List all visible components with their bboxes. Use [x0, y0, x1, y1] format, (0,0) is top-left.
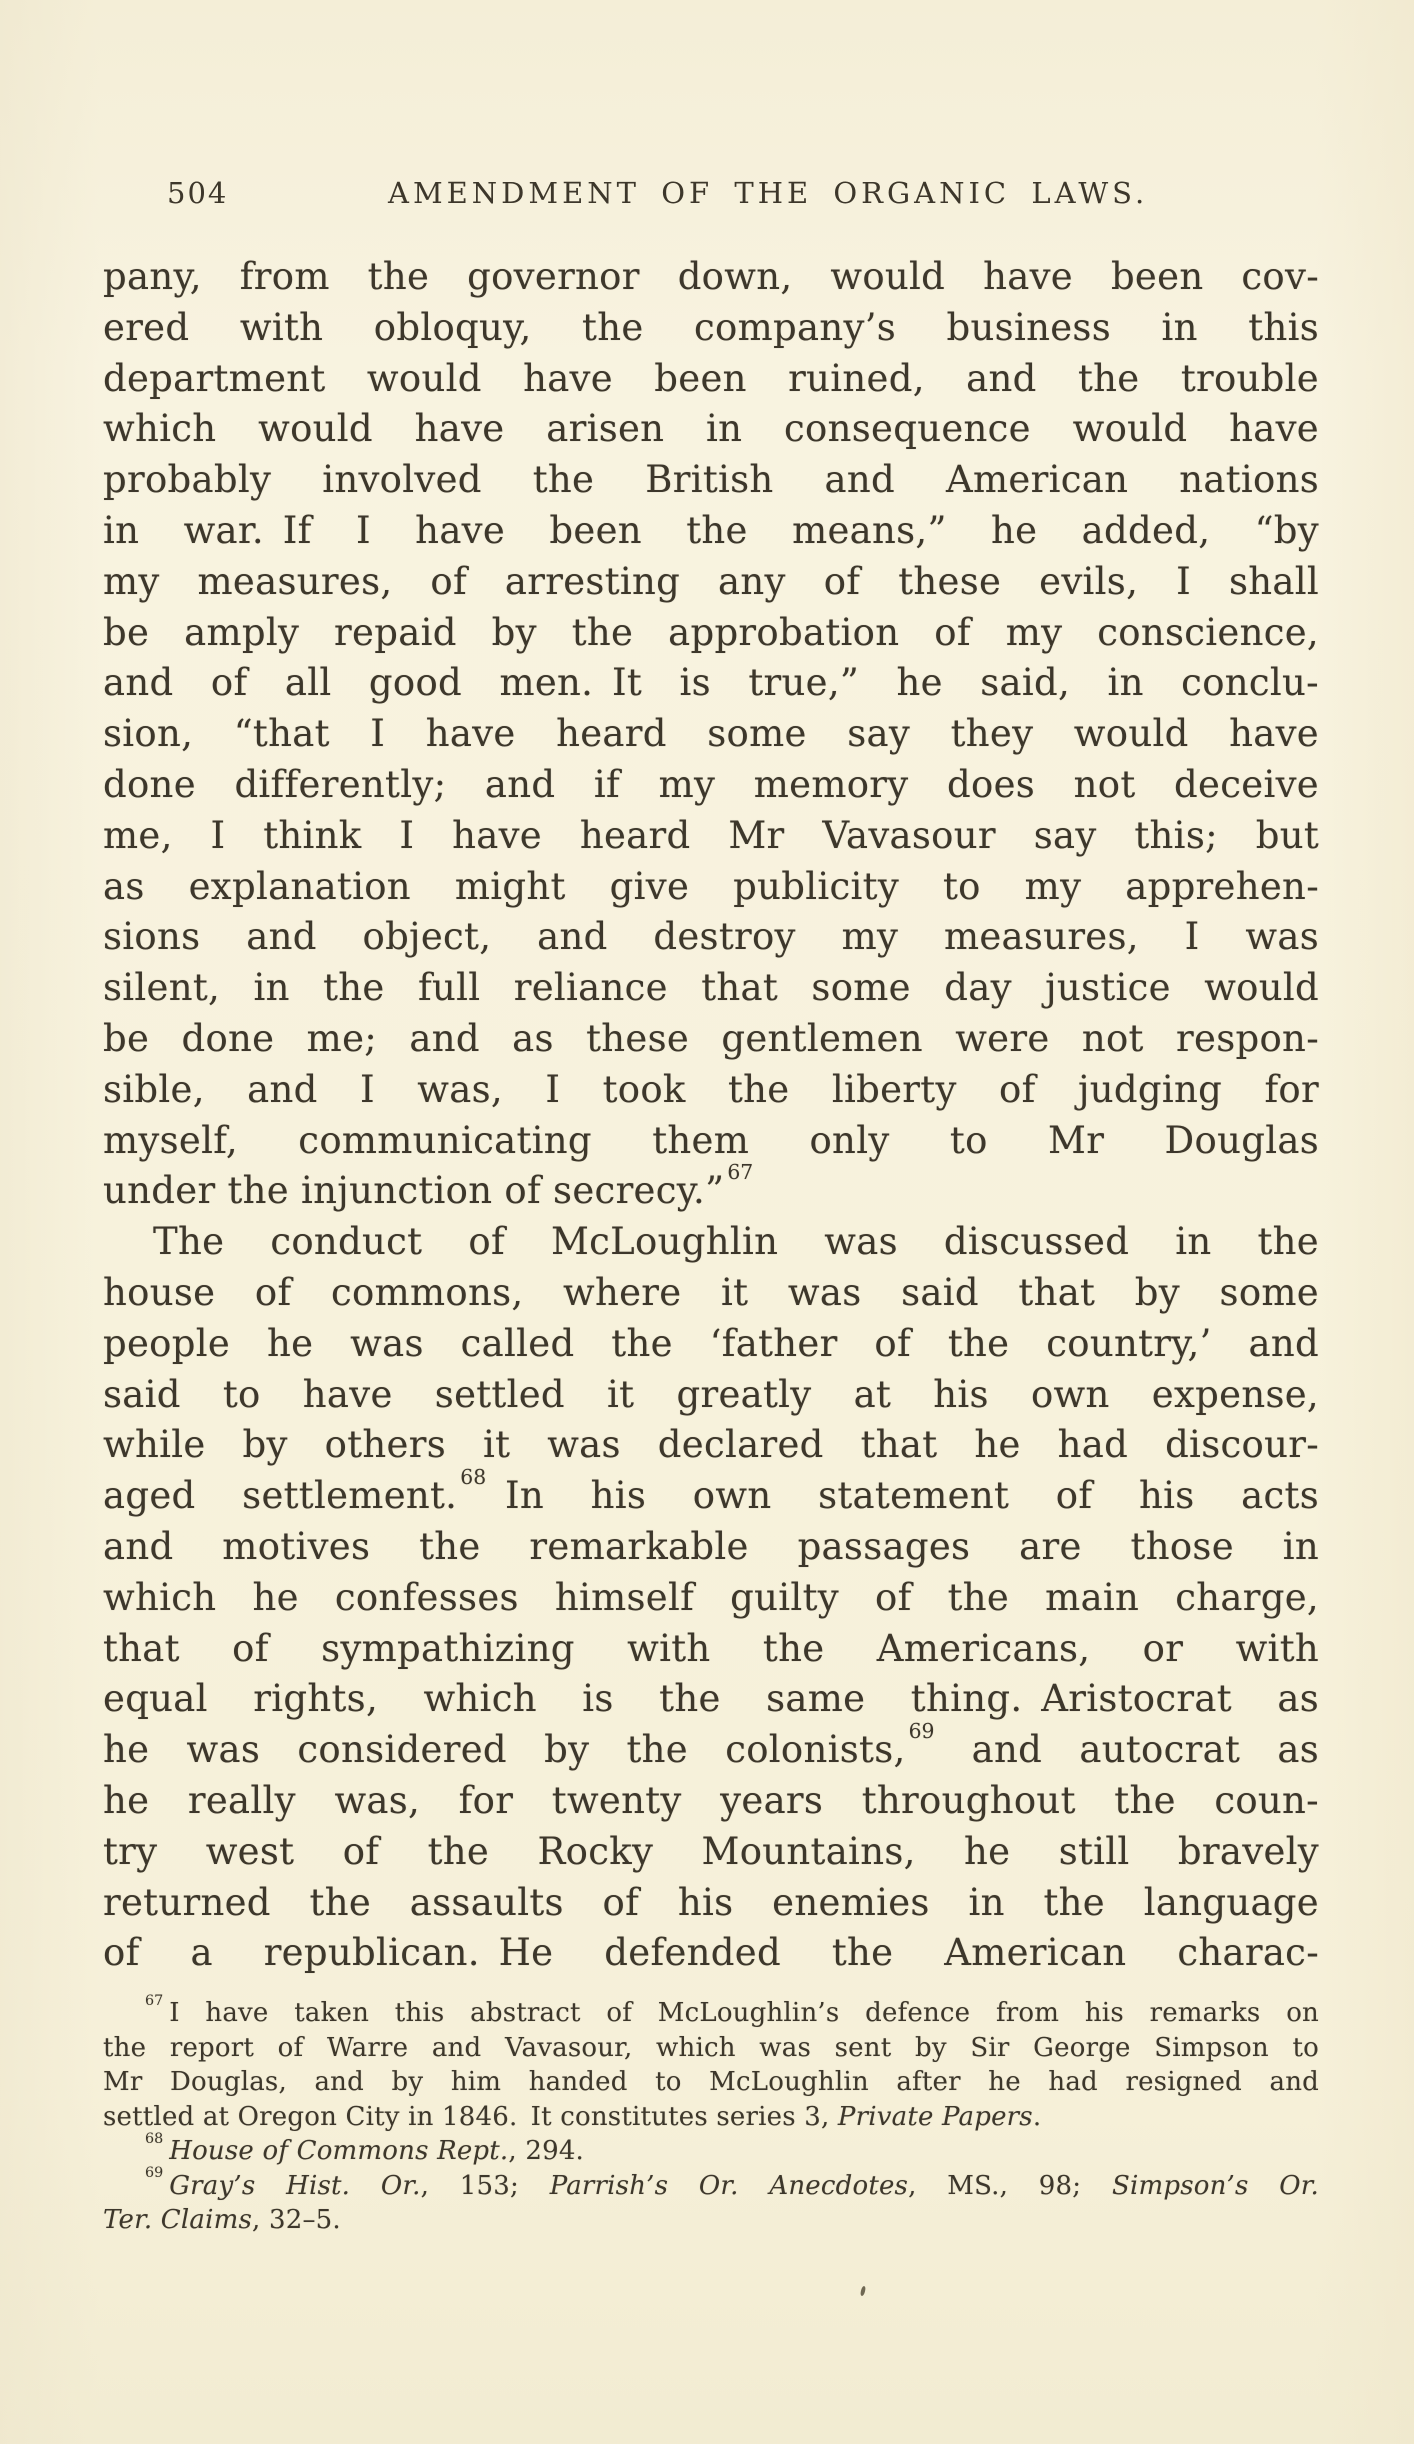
text-segment: Ter. Claims — [103, 2205, 253, 2235]
text-segment: done differently; and if my memory does not deceive — [103, 762, 1319, 806]
footnote-ref: 69 — [908, 1718, 935, 1743]
text-line — [103, 1370, 1319, 1421]
text-segment: in war. If I have been the means,” he added, “by — [103, 508, 1319, 552]
text-line — [103, 1522, 1319, 1573]
text-segment: of a republican. He defended the American charac- — [103, 1931, 1319, 1975]
text-line — [103, 1827, 1319, 1878]
text-line — [103, 2065, 1319, 2100]
text-segment: equal rights, which is the same thing. Aristocrat as — [103, 1677, 1319, 1721]
text-segment: people he was called the ‘father of the country,’ and — [103, 1321, 1319, 1365]
text-segment: , MS., 98; — [908, 2170, 1112, 2201]
text-line — [103, 963, 1319, 1014]
text-line — [103, 1718, 1319, 1776]
text-line — [103, 303, 1319, 354]
text-line — [103, 1928, 1319, 1979]
text-line — [103, 1420, 1319, 1471]
text-line — [103, 2031, 1319, 2066]
text-line — [103, 1319, 1319, 1370]
text-line — [103, 1464, 1319, 1522]
text-line — [103, 658, 1319, 709]
text-segment: , 153; — [420, 2170, 550, 2201]
page-header — [0, 176, 1414, 218]
text-line — [103, 1159, 1319, 1217]
text-segment: I have taken this abstract of McLoughlin’s defence from his remarks on — [169, 1998, 1319, 2028]
text-segment: returned the assaults of his enemies in the language — [103, 1880, 1319, 1924]
text-segment: ered with obloquy, the company’s business in this — [103, 305, 1319, 349]
text-segment: sions and object, and destroy my measures, I was — [103, 915, 1319, 959]
footnote-ref: 68 — [460, 1464, 487, 1489]
text-segment: try west of the Rocky Mountains, he still bravely — [103, 1829, 1319, 1873]
text-segment: sion, “that I have heard some say they would have — [103, 712, 1319, 756]
text-line — [103, 1573, 1319, 1624]
text-segment: Mr Douglas, and by him handed to McLoughlin after he had resigned and — [103, 2067, 1319, 2097]
text-segment: and of all good men. It is true,” he said, in conclu- — [103, 661, 1319, 705]
text-line — [103, 709, 1319, 760]
text-line — [103, 760, 1319, 811]
text-segment: while by others it was declared that he had discour- — [103, 1423, 1319, 1467]
body-text — [103, 252, 1319, 1979]
footnote-ref: 68 — [145, 2130, 164, 2147]
text-line — [103, 1116, 1319, 1167]
text-segment: and autocrat as — [934, 1728, 1319, 1772]
text-segment: , 32–5. — [252, 2205, 341, 2235]
text-segment: which he confesses himself guilty of the main charge, — [103, 1575, 1319, 1619]
text-line — [103, 1776, 1319, 1827]
text-segment: Private Papers — [837, 2101, 1033, 2132]
text-segment: he was considered by the colonists, — [103, 1728, 906, 1772]
text-line — [103, 2130, 1319, 2169]
text-line — [103, 404, 1319, 455]
text-segment: Simpson’s Or. — [1111, 2170, 1320, 2201]
text-line — [103, 1014, 1319, 1065]
text-segment: said to have settled it greatly at his own expense, — [103, 1372, 1319, 1416]
text-segment: be amply repaid by the approbation of my conscience, — [103, 610, 1319, 654]
text-line — [103, 1992, 1319, 2031]
text-line — [103, 1624, 1319, 1675]
text-segment: my measures, of arresting any of these evils, I shall — [103, 559, 1319, 603]
text-segment: pany, from the governor down, would have been cov- — [103, 255, 1319, 298]
text-segment: . — [1032, 2101, 1042, 2132]
text-line — [103, 1065, 1319, 1116]
text-line — [103, 252, 1319, 303]
text-segment: Gray’s Hist. Or. — [169, 2170, 421, 2201]
footnote-ref: 67 — [727, 1159, 754, 1184]
text-segment: Parrish’s Or. Anecdotes — [549, 2170, 909, 2201]
footnote — [103, 2130, 1319, 2169]
text-line — [103, 2165, 1320, 2204]
text-line — [103, 608, 1319, 659]
text-segment: myself, communicating them only to Mr Douglas — [103, 1118, 1319, 1162]
text-segment: me, I think I have heard Mr Vavasour say this; but — [103, 813, 1319, 857]
text-segment: silent, in the full reliance that some day justice would — [103, 966, 1319, 1010]
paragraph — [103, 1217, 1319, 1979]
text-segment: house of commons, where it was said that by some — [103, 1270, 1319, 1314]
text-segment: and motives the remarkable passages are those in — [103, 1524, 1319, 1568]
text-line — [103, 455, 1319, 506]
footnote-ref: 67 — [145, 1992, 164, 2009]
text-line — [103, 1217, 1319, 1268]
text-line — [103, 912, 1319, 963]
text-line — [103, 811, 1319, 862]
text-segment: he really was, for twenty years throughout the coun- — [103, 1778, 1319, 1822]
text-segment: be done me; and as these gentlemen were not respon- — [103, 1016, 1319, 1060]
text-line — [103, 557, 1319, 608]
text-segment: aged settlement. — [103, 1474, 458, 1518]
text-line — [103, 1268, 1319, 1319]
text-segment: under the injunction of secrecy.” — [103, 1169, 725, 1213]
footnotes — [103, 1992, 1320, 2238]
footnote — [103, 2165, 1320, 2238]
footnote — [103, 1992, 1319, 2134]
text-segment: , 294. — [508, 2136, 585, 2166]
text-segment: The conduct of McLoughlin was discussed in the — [153, 1220, 1319, 1264]
text-line — [103, 354, 1319, 405]
text-line — [103, 2100, 1319, 2135]
paragraph — [103, 252, 1319, 1217]
text-segment: settled at Oregon City in 1846. It constitutes series 3, — [103, 2101, 838, 2132]
text-segment: In his own statement of his acts — [486, 1474, 1319, 1518]
text-line — [103, 1878, 1319, 1929]
text-segment: probably involved the British and American nations — [103, 458, 1319, 502]
text-segment: department would have been ruined, and the trouble — [103, 356, 1319, 400]
text-segment: House of Commons Rept. — [169, 2136, 509, 2166]
text-segment: that of sympathizing with the Americans, or with — [103, 1626, 1319, 1670]
text-line — [103, 2203, 1319, 2238]
ink-speck — [860, 2286, 866, 2297]
text-segment: sible, and I was, I took the liberty of judging for — [103, 1067, 1319, 1111]
text-line — [103, 862, 1319, 913]
text-segment: the report of Warre and Vavasour, which was sent by Sir George Simpson to — [103, 2032, 1319, 2063]
footnote-ref: 69 — [145, 2165, 164, 2182]
text-line — [103, 506, 1319, 557]
page-number: 504 — [167, 176, 229, 210]
text-segment: which would have arisen in consequence would have — [103, 407, 1319, 451]
text-line — [103, 1674, 1319, 1725]
text-segment: as explanation might give publicity to my apprehen- — [103, 864, 1319, 908]
running-title: AMENDMENT OF THE ORGANIC LAWS. — [388, 176, 1149, 210]
